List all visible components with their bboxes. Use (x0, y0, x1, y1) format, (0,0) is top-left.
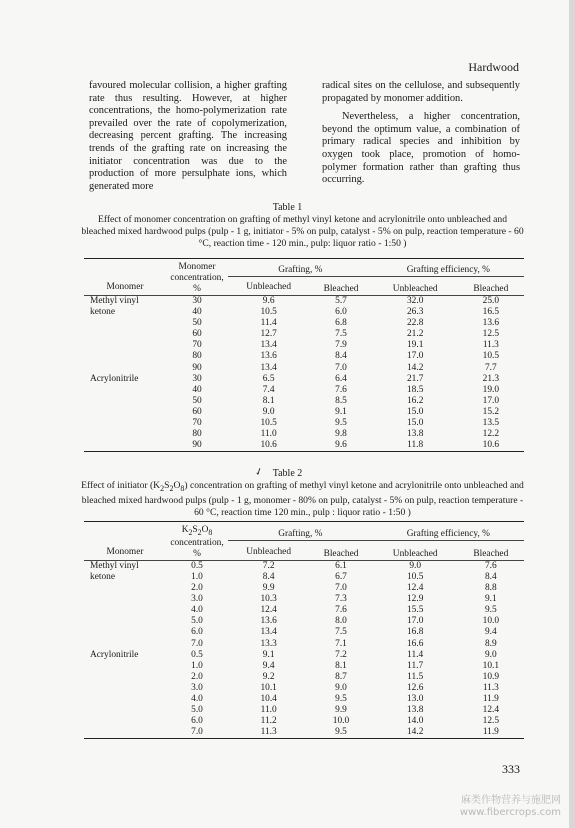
table1-header-monomer: Monomer (84, 259, 166, 296)
table2-title: Table 2 (272, 468, 303, 479)
concentration-cell: 6.0 (191, 716, 203, 727)
efficiency-bleached-cell: 9.5 (484, 605, 497, 616)
table-row (84, 594, 524, 605)
efficiency-bleached-cell: 16.5 (482, 307, 500, 318)
table-row (84, 661, 524, 672)
table1-header-bleached: Bleached (323, 284, 359, 294)
table1-body (84, 296, 524, 452)
table-row (84, 329, 524, 340)
grafting-unbleached-cell: 11.4 (260, 318, 277, 329)
grafting-bleached-cell: 7.1 (335, 638, 347, 649)
efficiency-unbleached-cell: 11.4 (407, 649, 424, 660)
monomer-cell (84, 594, 166, 605)
table-row (84, 363, 524, 374)
grafting-unbleached-cell: 13.6 (260, 351, 277, 362)
grafting-unbleached-cell: 7.4 (262, 384, 275, 395)
grafting-unbleached-cell: 11.0 (260, 429, 277, 440)
efficiency-bleached-cell: 10.0 (482, 616, 500, 627)
grafting-unbleached-cell: 9.2 (262, 671, 275, 682)
grafting-unbleached-cell: 9.0 (262, 406, 275, 417)
table1-header-grafting: Grafting, % (228, 259, 373, 277)
concentration-cell: 4.0 (191, 605, 203, 616)
monomer-cell (84, 716, 166, 727)
concentration-cell: 1.0 (191, 660, 203, 671)
left-column (89, 80, 287, 199)
grafting-bleached-cell: 7.6 (335, 384, 347, 395)
efficiency-bleached-cell: 8.8 (484, 583, 497, 594)
monomer-cell (84, 440, 166, 452)
monomer-cell (84, 407, 166, 418)
grafting-bleached-cell: 8.4 (335, 351, 347, 362)
table1 (84, 258, 524, 452)
efficiency-unbleached-cell: 16.8 (406, 627, 424, 638)
efficiency-unbleached-cell: 15.5 (406, 605, 424, 616)
efficiency-bleached-cell: 11.9 (482, 727, 499, 738)
concentration-cell: 70 (192, 340, 202, 351)
table2-caption: Effect of initiator $(K_2S_2O_8)$ concentration on grafting of methyl vinyl ketone and acrylonitrile onto unbleached and bleached mixed hardwood pulps (pulp - 1 g, monomer - 80% on pulp, catalyst - 5% on pulp, reaction temperature - 60 °C, reaction time 120 min., pulp : liquor ratio - 1:50 ) (81, 480, 524, 518)
efficiency-bleached-cell: 11.3 (482, 682, 499, 693)
grafting-bleached-cell: 6.8 (335, 318, 347, 329)
grafting-unbleached-cell: 10.4 (260, 694, 277, 704)
table-row (84, 716, 524, 727)
concentration-cell: 90 (192, 440, 202, 451)
grafting-bleached-cell: 6.4 (335, 373, 347, 384)
concentration-cell: 0.5 (191, 560, 203, 571)
table-row (84, 616, 524, 627)
grafting-unbleached-cell: 10.5 (260, 307, 277, 318)
efficiency-bleached-cell: 9.0 (484, 649, 497, 660)
concentration-cell: 30 (192, 373, 202, 384)
pen-mark: ✓ (253, 465, 266, 480)
grafting-bleached-cell: 9.9 (335, 705, 347, 716)
grafting-bleached-cell: 6.0 (335, 307, 347, 318)
grafting-bleached-cell: 10.0 (332, 716, 350, 727)
concentration-cell: 80 (192, 351, 202, 362)
table2-header-grafting: Grafting, % (228, 522, 373, 541)
efficiency-bleached-cell: 8.4 (484, 571, 497, 582)
monomer-cell (84, 318, 166, 329)
efficiency-unbleached-cell: 26.3 (406, 307, 424, 318)
table-row (84, 340, 524, 351)
efficiency-unbleached-cell: 11.7 (407, 660, 424, 671)
efficiency-bleached-cell: 8.9 (484, 638, 497, 649)
monomer-cell: ketone (90, 307, 115, 318)
grafting-unbleached-cell: 13.4 (260, 627, 277, 638)
table1-header-efficiency: Grafting efficiency, % (373, 259, 524, 277)
table2-header-bleached: Bleached (323, 548, 359, 559)
concentration-cell: 0.5 (191, 649, 203, 660)
efficiency-unbleached-cell: 17.0 (406, 616, 424, 627)
table-row (84, 351, 524, 362)
efficiency-bleached-cell: 7.6 (484, 560, 497, 571)
grafting-bleached-cell: 7.0 (335, 583, 347, 594)
grafting-unbleached-cell: 12.4 (260, 605, 277, 616)
table-row (84, 672, 524, 683)
table-row (84, 318, 524, 329)
table2-header-concentration: $K_2S_2O_8$ concentration, % (166, 522, 228, 561)
efficiency-bleached-cell: 12.5 (482, 716, 500, 727)
grafting-bleached-cell: 7.2 (335, 649, 347, 660)
efficiency-bleached-cell: 11.3 (482, 340, 499, 351)
watermark-line-2: www.fibercrops.com (459, 807, 561, 818)
efficiency-unbleached-cell: 12.6 (406, 682, 424, 693)
concentration-cell: 50 (192, 395, 202, 406)
monomer-cell (84, 396, 166, 407)
monomer-cell (84, 672, 166, 683)
efficiency-unbleached-cell: 11.5 (407, 671, 424, 682)
efficiency-bleached-cell: 10.9 (482, 671, 500, 682)
table-row (84, 727, 524, 739)
table-row (84, 307, 524, 318)
efficiency-bleached-cell: 7.7 (484, 362, 497, 373)
grafting-bleached-cell: 8.0 (335, 616, 347, 627)
efficiency-bleached-cell: 10.5 (482, 351, 500, 362)
table-row (84, 627, 524, 638)
efficiency-bleached-cell: 21.3 (482, 373, 500, 384)
concentration-cell: 70 (192, 418, 202, 429)
efficiency-bleached-cell: 12.4 (482, 705, 500, 716)
monomer-cell (84, 661, 166, 672)
monomer-cell (84, 639, 166, 650)
right-paragraph-2: Nevertheless, a higher concentration, beyond the optimum value, a combination of primary radical species and inhibition by oxygen took place, promotion of homo-polymer formation rather than grafting thus occurring. (322, 111, 520, 186)
efficiency-unbleached-cell: 12.9 (406, 594, 424, 605)
monomer-cell (84, 705, 166, 716)
table1-header-eff-unbleached: Unbleached (392, 284, 438, 294)
grafting-bleached-cell: 9.0 (335, 682, 347, 693)
efficiency-unbleached-cell: 11.8 (407, 440, 424, 451)
table2-header-eff-unbleached: Unbleached (392, 548, 438, 559)
efficiency-bleached-cell: 15.2 (482, 406, 500, 417)
efficiency-unbleached-cell: 10.5 (406, 571, 424, 582)
table1-header-unbleached: Unbleached (246, 282, 292, 292)
efficiency-bleached-cell: 10.6 (482, 440, 500, 451)
table-row (84, 440, 524, 452)
table-row (84, 694, 524, 705)
efficiency-unbleached-cell: 32.0 (406, 296, 424, 306)
concentration-cell: 2.0 (191, 583, 203, 594)
grafting-unbleached-cell: 9.1 (262, 649, 275, 660)
efficiency-bleached-cell: 13.5 (482, 418, 500, 429)
efficiency-bleached-cell: 13.6 (482, 318, 500, 329)
monomer-cell: Methyl vinyl (90, 560, 139, 571)
efficiency-unbleached-cell: 13.8 (406, 705, 424, 716)
concentration-cell: 80 (192, 429, 202, 440)
efficiency-unbleached-cell: 13.8 (406, 429, 424, 440)
monomer-cell (84, 627, 166, 638)
table-row (84, 560, 524, 572)
efficiency-unbleached-cell: 19.1 (406, 340, 424, 351)
concentration-cell: 40 (192, 384, 202, 395)
table-row (84, 429, 524, 440)
grafting-unbleached-cell: 13.4 (260, 362, 277, 373)
concentration-cell: 60 (192, 406, 202, 417)
table-row (84, 650, 524, 661)
monomer-cell: Acrylonitrile (90, 373, 139, 384)
efficiency-bleached-cell: 9.1 (484, 594, 497, 605)
monomer-cell: ketone (90, 571, 115, 582)
grafting-unbleached-cell: 11.3 (260, 727, 277, 738)
concentration-cell: 1.0 (191, 571, 203, 582)
concentration-cell: 4.0 (191, 694, 203, 704)
table-row (84, 385, 524, 396)
grafting-bleached-cell: 9.6 (335, 440, 347, 451)
table2-header-eff-bleached: Bleached (473, 548, 509, 559)
grafting-unbleached-cell: 10.3 (260, 594, 277, 605)
concentration-cell: 5.0 (191, 616, 203, 627)
efficiency-unbleached-cell: 15.0 (406, 418, 424, 429)
grafting-bleached-cell: 7.0 (335, 362, 347, 373)
monomer-cell (84, 351, 166, 362)
grafting-unbleached-cell: 9.4 (262, 660, 275, 671)
concentration-cell: 30 (192, 296, 202, 306)
table2-body (84, 560, 524, 739)
concentration-cell: 7.0 (191, 638, 203, 649)
efficiency-unbleached-cell: 21.7 (406, 373, 424, 384)
efficiency-unbleached-cell: 15.0 (406, 406, 424, 417)
efficiency-bleached-cell: 19.0 (482, 384, 500, 395)
grafting-bleached-cell: 9.8 (335, 429, 347, 440)
efficiency-unbleached-cell: 18.5 (406, 384, 424, 395)
table2 (84, 521, 524, 739)
monomer-cell (84, 363, 166, 374)
grafting-bleached-cell: 8.5 (335, 395, 347, 406)
concentration-cell: 5.0 (191, 705, 203, 716)
watermark (460, 795, 561, 819)
efficiency-unbleached-cell: 21.2 (406, 329, 424, 340)
table-row (84, 396, 524, 407)
table-row (84, 705, 524, 716)
efficiency-bleached-cell: 12.5 (482, 329, 500, 340)
grafting-unbleached-cell: 10.5 (260, 418, 277, 429)
efficiency-bleached-cell: 12.2 (482, 429, 500, 440)
right-paragraph-1: radical sites on the cellulose, and subsequently propagated by monomer addition. (322, 80, 520, 104)
table1-header-eff-bleached: Bleached (473, 284, 509, 294)
monomer-cell (84, 429, 166, 440)
concentration-cell: 6.0 (191, 627, 203, 638)
table-row (84, 296, 524, 308)
right-column (322, 80, 520, 193)
table2-header-unbleached: Unbleached (246, 546, 292, 557)
grafting-bleached-cell: 8.7 (335, 671, 347, 682)
grafting-bleached-cell: 9.1 (335, 406, 347, 417)
grafting-unbleached-cell: 11.0 (260, 705, 277, 716)
grafting-bleached-cell: 7.3 (335, 594, 347, 605)
monomer-cell (84, 694, 166, 705)
grafting-bleached-cell: 6.1 (335, 560, 347, 571)
monomer-cell (84, 583, 166, 594)
grafting-unbleached-cell: 11.2 (260, 716, 277, 727)
monomer-cell: Methyl vinyl (90, 296, 139, 306)
concentration-cell: 60 (192, 329, 202, 340)
grafting-unbleached-cell: 8.1 (262, 395, 275, 406)
left-paragraph: favoured molecular collision, a higher grafting rate thus resulting. However, at higher concentrations, the homo-polymerization rate prevailed over the rate of copolymerization, decreasing percent grafting. The increasing trends of the grafting rate on increasing the initiator concentration was due to the production of more persulphate ions, which generated more (89, 80, 287, 192)
monomer-cell (84, 605, 166, 616)
concentration-cell: 3.0 (191, 594, 203, 605)
table2-header-efficiency: Grafting efficiency, % (373, 522, 524, 541)
grafting-unbleached-cell: 9.6 (262, 296, 275, 306)
grafting-bleached-cell: 7.5 (335, 329, 347, 340)
watermark-line-1: 麻类作物营养与施肥网 (461, 795, 561, 806)
table-row (84, 374, 524, 385)
efficiency-unbleached-cell: 14.2 (406, 727, 424, 738)
efficiency-unbleached-cell: 12.4 (406, 583, 424, 594)
monomer-cell: Acrylonitrile (90, 649, 139, 660)
efficiency-bleached-cell: 17.0 (482, 395, 500, 406)
efficiency-unbleached-cell: 16.6 (406, 638, 424, 649)
efficiency-unbleached-cell: 14.0 (406, 716, 424, 727)
efficiency-unbleached-cell: 9.0 (409, 560, 422, 571)
monomer-cell (84, 329, 166, 340)
concentration-cell: 2.0 (191, 671, 203, 682)
grafting-bleached-cell: 9.5 (335, 727, 347, 738)
efficiency-unbleached-cell: 14.2 (406, 362, 424, 373)
efficiency-bleached-cell: 11.9 (482, 694, 499, 704)
concentration-cell: 50 (192, 318, 202, 329)
grafting-unbleached-cell: 10.6 (260, 440, 277, 451)
page-number: 333 (502, 762, 520, 776)
grafting-bleached-cell: 9.5 (335, 694, 347, 704)
grafting-bleached-cell: 8.1 (335, 660, 347, 671)
concentration-cell: 40 (192, 307, 202, 318)
concentration-cell: 7.0 (191, 727, 203, 738)
efficiency-bleached-cell: 25.0 (482, 296, 500, 306)
table-row (84, 605, 524, 616)
grafting-bleached-cell: 7.9 (335, 340, 347, 351)
running-head: Hardwood (468, 60, 519, 74)
grafting-bleached-cell: 9.5 (335, 418, 347, 429)
monomer-cell (84, 616, 166, 627)
monomer-cell (84, 683, 166, 694)
efficiency-bleached-cell: 10.1 (482, 660, 500, 671)
grafting-unbleached-cell: 7.2 (262, 560, 275, 571)
grafting-unbleached-cell: 13.3 (260, 638, 277, 649)
grafting-bleached-cell: 7.5 (335, 627, 347, 638)
monomer-cell (84, 340, 166, 351)
efficiency-unbleached-cell: 22.8 (406, 318, 424, 329)
table-row (84, 418, 524, 429)
table1-title: Table 1 (272, 202, 303, 213)
monomer-cell (84, 727, 166, 739)
grafting-unbleached-cell: 13.4 (260, 340, 277, 351)
table-row (84, 407, 524, 418)
grafting-unbleached-cell: 9.9 (262, 583, 275, 594)
table-row (84, 572, 524, 583)
grafting-unbleached-cell: 12.7 (260, 329, 277, 340)
concentration-cell: 3.0 (191, 682, 203, 693)
efficiency-unbleached-cell: 17.0 (406, 351, 424, 362)
efficiency-bleached-cell: 9.4 (484, 627, 497, 638)
monomer-cell (84, 385, 166, 396)
grafting-unbleached-cell: 13.6 (260, 616, 277, 627)
efficiency-unbleached-cell: 16.2 (406, 395, 424, 406)
table-row (84, 583, 524, 594)
grafting-unbleached-cell: 10.1 (260, 682, 277, 693)
efficiency-unbleached-cell: 13.0 (406, 694, 424, 704)
table1-header-concentration: Monomer concentration, % (166, 259, 228, 296)
table-row (84, 683, 524, 694)
concentration-cell: 90 (192, 362, 202, 373)
table-row (84, 639, 524, 650)
grafting-bleached-cell: 6.7 (335, 571, 347, 582)
grafting-unbleached-cell: 8.4 (262, 571, 275, 582)
table1-caption: Effect of monomer concentration on grafting of methyl vinyl ketone and acrylonitrile onto unbleached and bleached mixed hardwood pulps (pulp - 1 g, initiator - 5% on pulp, catalyst - 5% on pulp, reaction temperature - 60 °C, reaction time - 120 min., pulp: liquor ratio - 1:50 ) (81, 214, 524, 249)
grafting-bleached-cell: 5.7 (335, 296, 347, 306)
table2-header-monomer: Monomer (84, 522, 166, 561)
page-edge (569, 0, 575, 828)
monomer-cell (84, 418, 166, 429)
grafting-unbleached-cell: 6.5 (262, 373, 275, 384)
grafting-bleached-cell: 7.6 (335, 605, 347, 616)
